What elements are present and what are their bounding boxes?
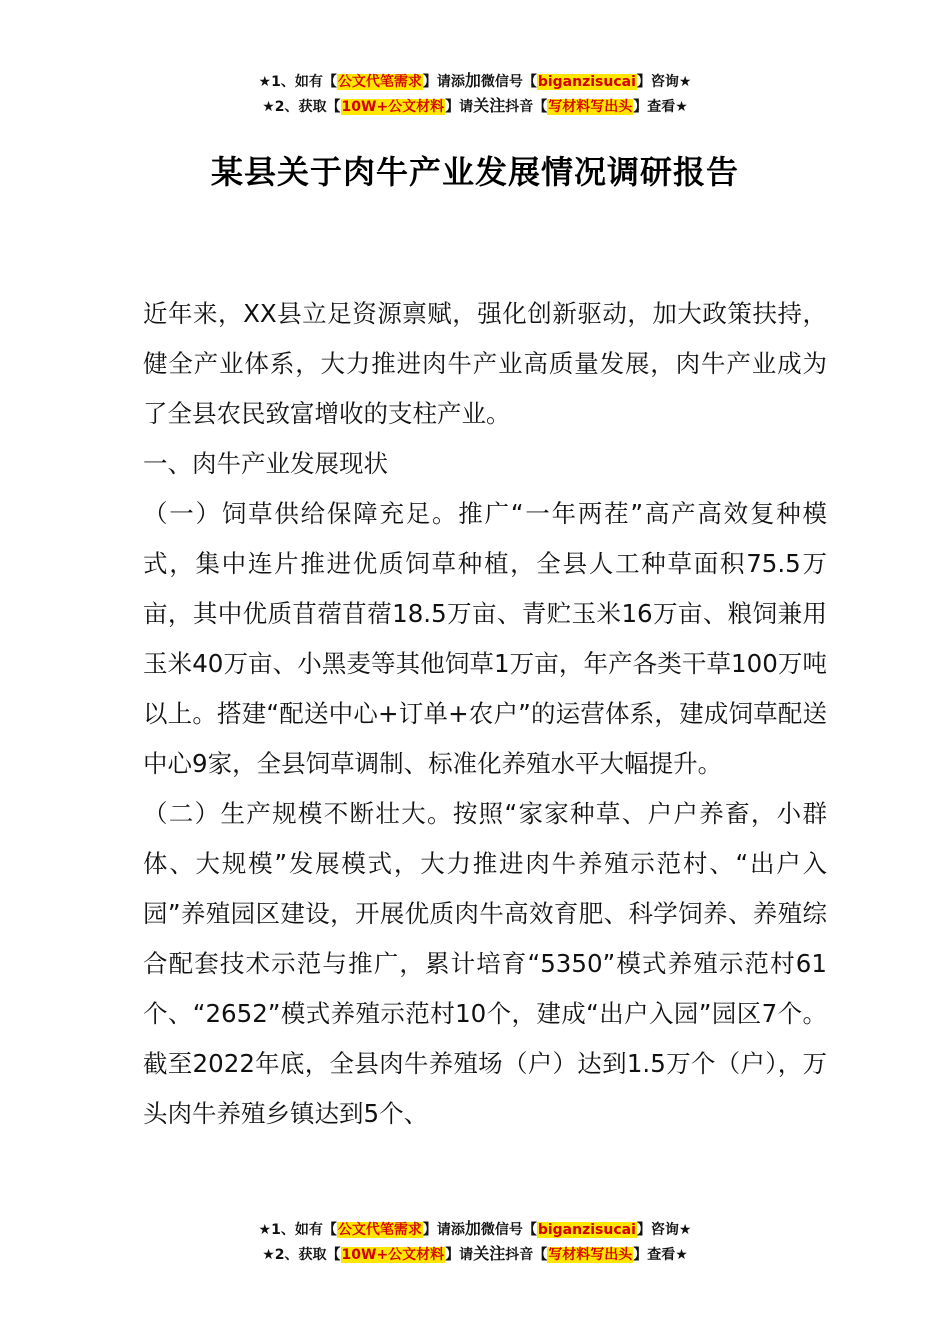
header-highlight-materials: 10W+公文材料: [341, 99, 445, 115]
paragraph-forage-supply: （一）饲草供给保障充足。推广“一年两茬”高产高效复种模式，集中连片推进优质饲草种植，全县人工种草面积75.5万亩，其中优质苜蓿苜蓿18.5万亩、青贮玉米16万亩、粮饲兼用玉米40万亩、小黑麦等其他饲草1万亩，年产各类干草100万吨以上。搭建“配送中心+订单+农户”的运营体系，建成饲草配送中心9家，全县饲草调制、标准化养殖水平大幅提升。: [143, 499, 827, 778]
footer-highlight-materials: 10W+公文材料: [341, 1247, 445, 1263]
footer-banner: [0, 1217, 950, 1267]
header-highlight-douyin: 写材料写出头: [548, 99, 633, 115]
header-banner-line-2: ★2、获取【10W+公文材料】请关注抖音【写材料写出头】查看★: [262, 96, 688, 115]
paragraph-intro: 近年来，XX县立足资源禀赋，强化创新驱动，加大政策扶持，健全产业体系，大力推进肉牛产业高质量发展，肉牛产业成为了全县农民致富增收的支柱产业。: [143, 299, 827, 428]
header-highlight-service: 公文代笔需求: [337, 74, 422, 90]
section-heading-1: 一、肉牛产业发展现状: [143, 449, 388, 478]
document-body: [143, 289, 827, 1139]
footer-banner-line-2: ★2、获取【10W+公文材料】请关注抖音【写材料写出头】查看★: [262, 1244, 688, 1263]
header-highlight-wechat: biganzisucai: [537, 74, 636, 90]
header-banner: [0, 69, 950, 119]
document-title: 某县关于肉牛产业发展情况调研报告: [210, 153, 739, 191]
header-banner-line-1: ★1、如有【公文代笔需求】请添加微信号【biganzisucai】咨询★: [258, 71, 692, 90]
paragraph-production-scale: （二）生产规模不断壮大。按照“家家种草、户户养畜，小群体、大规模”发展模式，大力推进肉牛养殖示范村、“出户入园”养殖园区建设，开展优质肉牛高效育肥、科学饲养、养殖综合配套技术示范与推广，累计培育“5350”模式养殖示范村61个、“2652”模式养殖示范村10个，建成“出户入园”园区7个。截至2022年底，全县肉牛养殖场（户）达到1.5万个（户），万头肉牛养殖乡镇达到5个、: [143, 799, 827, 1128]
footer-highlight-wechat: biganzisucai: [537, 1222, 636, 1238]
footer-banner-line-1: ★1、如有【公文代笔需求】请添加微信号【biganzisucai】咨询★: [258, 1219, 692, 1238]
footer-highlight-service: 公文代笔需求: [337, 1222, 422, 1238]
footer-highlight-douyin: 写材料写出头: [548, 1247, 633, 1263]
